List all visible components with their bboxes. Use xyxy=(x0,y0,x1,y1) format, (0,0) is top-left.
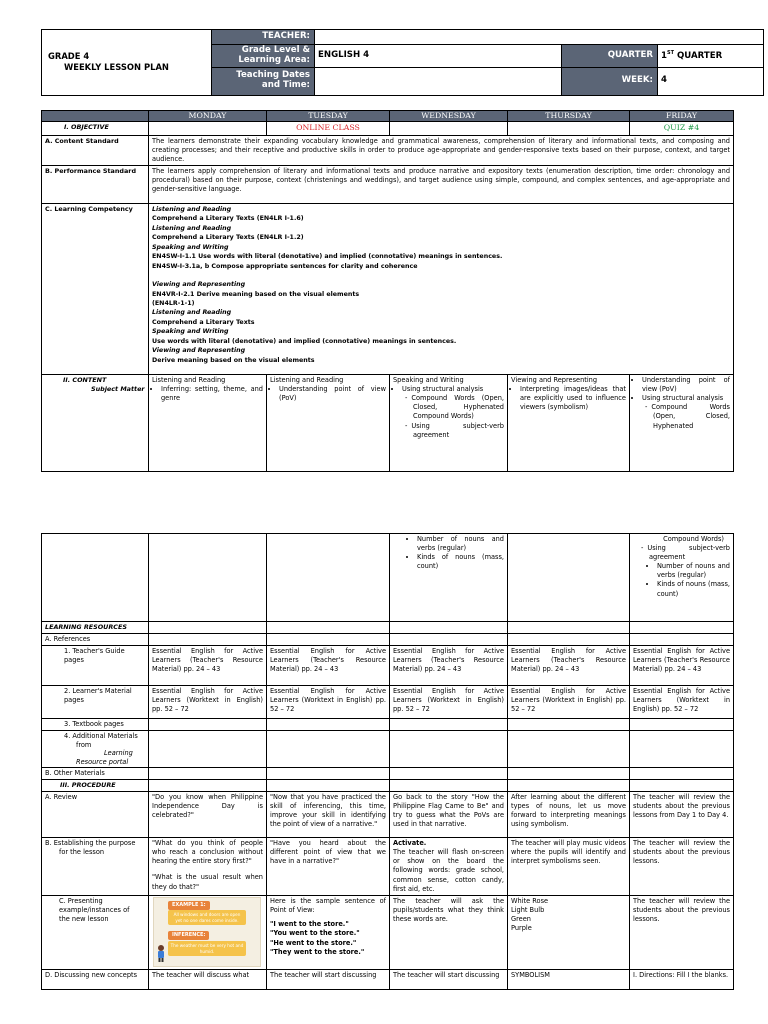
review-label: A. Review xyxy=(42,792,149,838)
tg-thursday: Essential English for Active Learners (Teacher's Resource Material) pp. 24 – 43 xyxy=(508,645,630,685)
review-thursday: After learning about the different types of nouns, let us move forward to interpreting meanings using symbolism. xyxy=(508,792,630,838)
teaching-dates-label: Teaching Dates and Time: xyxy=(212,67,315,95)
quarter-value[interactable]: 1ST QUARTER xyxy=(658,45,764,68)
discuss-monday: The teacher will discuss what xyxy=(149,970,267,990)
discuss-thursday: SYMBOLISM xyxy=(508,970,630,990)
quiz-note: QUIZ #4 xyxy=(630,122,734,136)
other-materials-label: B. Other Materials xyxy=(42,768,149,780)
competency-line xyxy=(152,271,730,280)
purpose-friday: The teacher will review the students about the previous lessons. xyxy=(630,838,734,896)
tg-monday: Essential English for Active Learners (Teacher's Resource Material) pp. 24 – 43 xyxy=(149,645,267,685)
plan-title xyxy=(42,30,212,96)
presenting-monday xyxy=(149,896,267,970)
references-label: A. References xyxy=(42,633,149,645)
performance-standard-label: B. Performance Standard xyxy=(42,166,149,204)
competency-line: Viewing and Representing xyxy=(152,281,246,289)
competency-line: Comprehend a Literary Texts (EN4LR I-1.6) xyxy=(152,215,304,223)
child-illustration-icon xyxy=(156,944,166,962)
day-monday: MONDAY xyxy=(149,111,267,122)
presenting-thursday: White Rose Light Bulb Green Purple xyxy=(508,896,630,970)
discuss-tuesday: The teacher will start discussing xyxy=(267,970,390,990)
content-friday-cont: Compound Words) - Using subject-verb agreement • Number of nouns and verbs (regular) • Kinds of nouns (mass, count) xyxy=(630,534,734,622)
competency-line: (EN4LR-1-1) xyxy=(152,299,195,307)
procedure-label: III. PROCEDURE xyxy=(42,780,149,792)
content-monday: Listening and Reading • Inferring: setting, theme, and genre xyxy=(149,375,267,472)
purpose-thursday: The teacher will play music videos where the pupils will identify and interpret symbolisms seen. xyxy=(508,838,630,896)
teaching-dates-value[interactable] xyxy=(315,67,562,95)
grade-title: GRADE 4 xyxy=(48,51,90,62)
competency-line: Viewing and Representing xyxy=(152,347,246,355)
presenting-friday: The teacher will review the students about the previous lessons. xyxy=(630,896,734,970)
competency-line: Comprehend a Literary Texts (EN4LR I-1.2) xyxy=(152,234,304,242)
lm-tuesday: Essential English for Active Learners (Worktext in English) pp. 52 – 72 xyxy=(267,685,390,718)
textbook-pages-label: 3. Textbook pages xyxy=(42,718,149,730)
quarter-label: QUARTER xyxy=(562,45,658,68)
purpose-tuesday: "Have you heard about the different point of view that we have in a narrative?" xyxy=(267,838,390,896)
purpose-monday: "What do you think of people who reach a conclusion without hearing the entire story first?" "What is the usual result when they do that?" xyxy=(149,838,267,896)
content-tuesday: Listening and Reading • Understanding point of view (PoV) xyxy=(267,375,390,472)
week-value[interactable]: 4 xyxy=(658,67,764,95)
learning-resources-label: LEARNING RESOURCES xyxy=(42,622,149,634)
teacher-value[interactable] xyxy=(315,30,764,45)
teacher-label: TEACHER: xyxy=(212,30,315,45)
learners-material-label: 2. Learner's Material pages xyxy=(42,685,149,718)
competency-line: Listening and Reading xyxy=(152,224,232,232)
tg-tuesday: Essential English for Active Learners (Teacher's Resource Material) pp. 24 – 43 xyxy=(267,645,390,685)
discussing-label: D. Discussing new concepts xyxy=(42,970,149,990)
header-table xyxy=(41,29,764,96)
plan-table-page2 xyxy=(41,533,734,990)
purpose-wednesday: Activate. The teacher will flash on-screen or show on the board the following words: grade school, common sense, cotton candy, first aid, etc. xyxy=(390,838,508,896)
competency-line: EN4SW-I-3.1a, b Compose appropriate sentences for clarity and coherence xyxy=(152,262,418,270)
objective-label: I. OBJECTIVE xyxy=(42,122,149,136)
competency-line: Listening and Reading xyxy=(152,206,232,214)
presenting-wednesday: The teacher will ask the pupils/students what they think these words are. xyxy=(390,896,508,970)
learning-competency-text xyxy=(149,204,734,375)
discuss-friday: I. Directions: Fill I the blanks. xyxy=(630,970,734,990)
tg-friday: Essential English for Active Learners (Teacher's Resource Material) pp. 24 – 43 xyxy=(630,645,734,685)
review-tuesday: "Now that you have practiced the skill of inferencing, this time, improve your skill in identifying the point of view of a narrative." xyxy=(267,792,390,838)
week-label: WEEK: xyxy=(562,67,658,95)
lm-friday: Essential English for Active Learners (Worktext in English) pp. 52 – 72 xyxy=(630,685,734,718)
purpose-label: B. Establishing the purpose for the lesson xyxy=(42,838,149,896)
plan-table-page1 xyxy=(41,110,734,472)
competency-line: Speaking and Writing xyxy=(152,328,229,336)
plan-subtitle: WEEKLY LESSON PLAN xyxy=(64,62,169,73)
content-wednesday: Speaking and Writing • Using structural analysis - Compound Words (Open, Closed, Hyphenated Compound Words) - Using subject-verb agreement xyxy=(390,375,508,472)
inference-example-image: EXAMPLE 1: All windows and doors are open yet no one dares come inside. INFERENCE: The weather must be very hot and humid. xyxy=(153,897,261,967)
teachers-guide-label: 1. Teacher's Guide pages xyxy=(42,645,149,685)
online-class-note: ONLINE CLASS xyxy=(267,122,390,136)
review-monday: "Do you know when Philippine Independence Day is celebrated?" xyxy=(149,792,267,838)
review-friday: The teacher will review the students about the previous lessons from Day 1 to Day 4. xyxy=(630,792,734,838)
competency-line: Listening and Reading xyxy=(152,309,232,317)
competency-line: EN4SW-I-1.1 Use words with literal (denotative) and implied (connotative) meanings in sentences. xyxy=(152,253,503,261)
discuss-wednesday: The teacher will start discussing xyxy=(390,970,508,990)
content-friday: • Understanding point of view (PoV) • Using structural analysis - Compound Words (Open, Closed, Hyphenated xyxy=(630,375,734,472)
grade-level-label: Grade Level & Learning Area: xyxy=(212,45,315,68)
performance-standard-text: The learners apply comprehension of literary and informational texts and produce narrative and expository texts (enumeration description, time order: chronology and procedural) based on their purpose, context (christenings and weddings), and target audience using simple, compound, and complex sentences, and age-appropriate and gender-sensitive language. xyxy=(149,166,734,204)
competency-line: Comprehend a Literary Texts xyxy=(152,318,255,326)
competency-line: EN4VR-I-2.1 Derive meaning based on the visual elements xyxy=(152,290,360,298)
content-wednesday-cont: • Number of nouns and verbs (regular) • Kinds of nouns (mass, count) xyxy=(390,534,508,622)
content-standard-label: A. Content Standard xyxy=(42,135,149,165)
review-wednesday: Go back to the story "How the Philippine Flag Came to Be" and try to guess what the PoVs are used in that narrative. xyxy=(390,792,508,838)
lm-monday: Essential English for Active Learners (Worktext in English) pp. 52 – 72 xyxy=(149,685,267,718)
additional-materials-label: 4. Additional Materials from Learning Resource portal xyxy=(42,731,149,768)
content-thursday: Viewing and Representing • Interpreting images/ideas that are explicitly used to influence viewers (symbolism) xyxy=(508,375,630,472)
lm-thursday: Essential English for Active Learners (Worktext in English) pp. 52 – 72 xyxy=(508,685,630,718)
day-wednesday: WEDNESDAY xyxy=(390,111,508,122)
day-friday: FRIDAY xyxy=(630,111,734,122)
tg-wednesday: Essential English for Active Learners (Teacher's Resource Material) pp. 24 – 43 xyxy=(390,645,508,685)
presenting-label: C. Presenting example/instances of the new lesson xyxy=(42,896,149,970)
grade-level-value[interactable]: ENGLISH 4 xyxy=(315,45,562,68)
content-label: II. CONTENT Subject Matter xyxy=(42,375,149,472)
competency-line: Use words with literal (denotative) and implied (connotative) meanings in sentences. xyxy=(152,337,457,345)
learning-competency-label: C. Learning Competency xyxy=(42,204,149,375)
presenting-tuesday: Here is the sample sentence of Point of View: "I went to the store." "You went to the store." "He went to the store." "They went to the store." xyxy=(267,896,390,970)
lm-wednesday: Essential English for Active Learners (Worktext in English) pp. 52 – 72 xyxy=(390,685,508,718)
competency-line: Speaking and Writing xyxy=(152,243,229,251)
content-standard-text: The learners demonstrate their expanding vocabulary knowledge and grammatical awareness, comprehension of literary and informational texts, and composing and creating processes; and their receptive and productive skills in order to produce age-appropriate and gender-responsive texts based on their purpose, context, and target audience. xyxy=(149,135,734,165)
day-tuesday: TUESDAY xyxy=(267,111,390,122)
competency-line: Derive meaning based on the visual elements xyxy=(152,356,315,364)
day-thursday: THURSDAY xyxy=(508,111,630,122)
corner-cell xyxy=(42,111,149,122)
